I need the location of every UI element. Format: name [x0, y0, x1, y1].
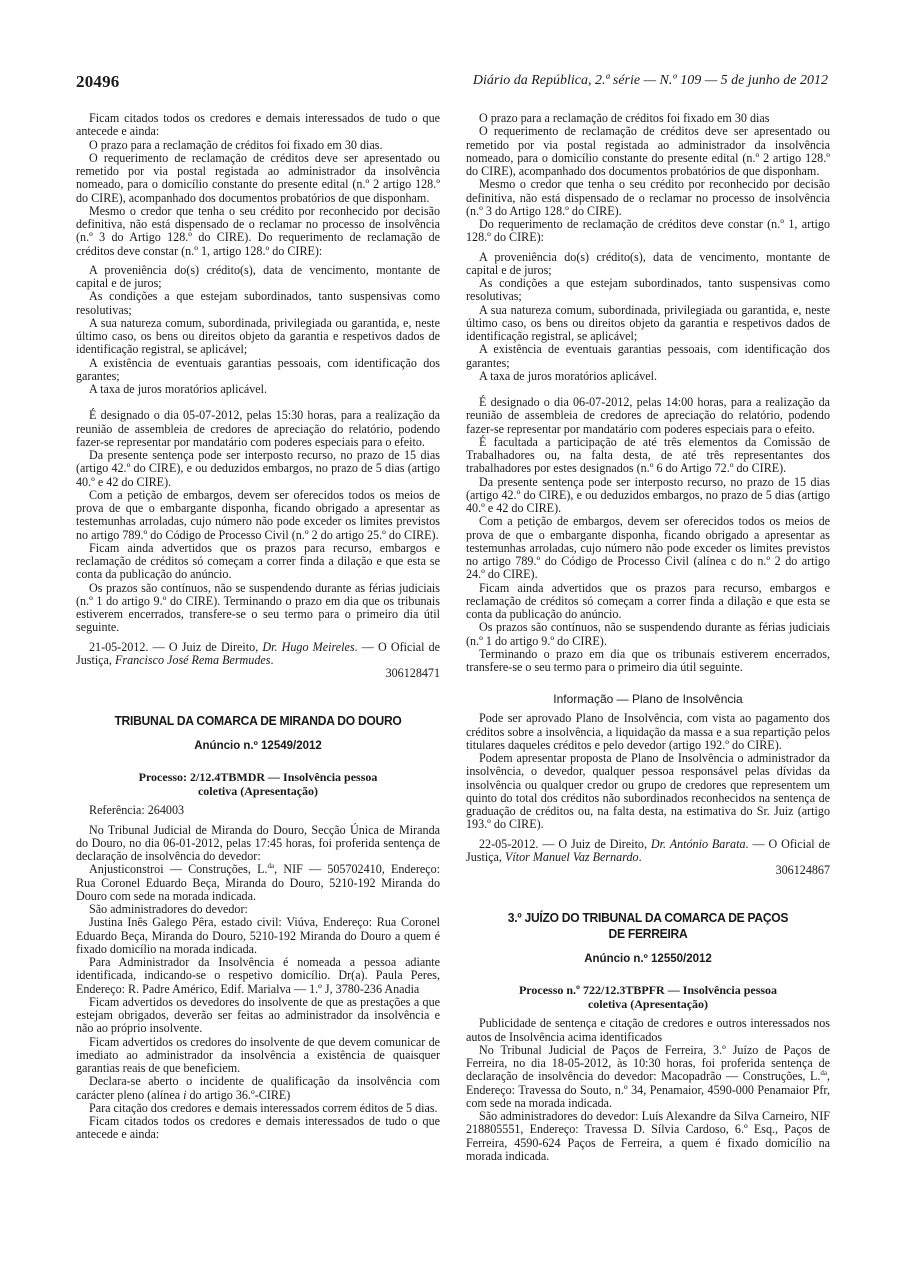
- paragraph: O prazo para a reclamação de créditos foi fixado em 30 dias: [479, 111, 770, 125]
- announcement-number: Anúncio n.º 12549/2012: [194, 740, 322, 753]
- paragraph: Para citação dos credores e demais interessados correm éditos de 5 dias.: [89, 1100, 438, 1115]
- paragraph: O prazo para a reclamação de créditos foi fixado em 30 dias.: [89, 137, 383, 152]
- running-header: Diário da República, 2.ª série — N.º 109 — 5 de junho de 2012: [472, 73, 828, 88]
- paragraph: É designado o dia 05-07-2012, pelas 15:30 horas, para a realização da reunião de assembleia de credores de apreciação do relatório, podendo fazer-se representar por mandatário com poderes especiais para o efeito.: [76, 408, 440, 449]
- info-heading: Informação — Plano de Insolvência: [553, 692, 743, 707]
- officer-name: Vítor Manuel Vaz Bernardo: [504, 849, 639, 864]
- paragraph: Podem apresentar proposta de Plano de Insolvência o administrador da insolvência, o devedor, qualquer pessoa responsável pelas dívidas da insolvência ou qualquer credor ou grupo de credores que representem um quinto do total dos créditos não subordinados reconhecidos na sentença de graduação de créditos ou, na falta desta, na estimativa do Sr. Juiz (artigo 193.º do CIRE).: [466, 751, 830, 832]
- list-item: A sua natureza comum, subordinada, privilegiada ou garantida, e, neste último caso, os bens ou direitos objeto da garantia e respetivos dados de identificação registral, se aplicável;: [76, 315, 440, 357]
- paragraph: Com a petição de embargos, devem ser oferecidos todos os meios de prova de que o embargante disponha, ficando obrigado a apresentar as testemunhas arroladas, cujo número não pode exceder os limites previstos no artigo 789.º do Código de Processo Civil (alínea c do n.º 2 do artigo 24.º do CIRE).: [466, 514, 830, 582]
- paragraph: São administradores do devedor: Luís Alexandre da Silva Carneiro, NIF 218805551, Endereço: Travessa D. Sílvia Cardoso, 6.º Esq., Paços de Ferreira, 4590-624 Paços de Ferreira, a quem é fixado domicílio na morada indicada.: [466, 1109, 830, 1163]
- paragraph: São administradores do devedor:: [89, 902, 248, 916]
- paragraph: Da presente sentença pode ser interposto recurso, no prazo de 15 dias (artigo 42.º do CIRE), e ou deduzidos embargos, no prazo de 5 dias (artigo 40.º e 42 do CIRE).: [466, 474, 830, 515]
- judge-name: Dr. Hugo Meireles: [262, 639, 355, 654]
- paragraph: O requerimento de reclamação de créditos deve ser apresentado ou remetido por via postal registada ao administrador da insolvência nomeado, para o domicílio constante do presente edital (n.º 2 artigo 128.º do CIRE), acompanhado dos documentos probatórios de que disponham.: [76, 150, 440, 205]
- paragraph: O requerimento de reclamação de créditos deve ser apresentado ou remetido por via postal registada ao administrador da insolvência nomeado, para o domicílio constante do presente edital (n.º 2 artigo 128.º do CIRE), acompanhado dos documentos probatórios de que disponham.: [466, 124, 830, 178]
- page-number: 20496: [76, 72, 120, 91]
- process-title-line1: Processo: 2/12.4TBMDR — Insolvência pessoa: [138, 770, 378, 785]
- paragraph: Terminando o prazo em dia que os tribunais estiverem encerrados, transfere-se o seu termo para o primeiro dia útil seguinte.: [466, 646, 830, 674]
- paragraph: Ficam advertidos os devedores do insolvente de que as prestações a que estejam obrigados, deverão ser feitas ao administrador da insolvência e não ao próprio insolvente.: [76, 994, 440, 1036]
- paragraph: Da presente sentença pode ser interposto recurso, no prazo de 15 dias (artigo 42.º do CIRE), e ou deduzidos embargos, no prazo de 5 dias (artigo 40.º e 42 do CIRE).: [76, 448, 440, 489]
- list-item: A taxa de juros moratórios aplicável.: [89, 382, 267, 396]
- paragraph: Justina Inês Galego Pêra, estado civil: Viúva, Endereço: Rua Coronel Eduardo Beça, Miranda do Douro, 5210-192 Miranda do Douro a quem é fixado domicílio na morada indicada.: [76, 915, 440, 956]
- section-title-line2: DE FERREIRA: [608, 926, 688, 942]
- list-item: As condições a que estejam subordinados, tanto suspensivas como resolutivas;: [76, 289, 440, 317]
- paragraph: Do requerimento de reclamação de créditos deve constar (n.º 1, artigo 128.º do CIRE):: [466, 217, 830, 245]
- list-item: A sua natureza comum, subordinada, privilegiada ou garantida, e, neste último caso, os bens ou direitos objeto da garantia e respetivos dados de identificação registral, se aplicável;: [466, 302, 830, 343]
- announcement-number: Anúncio n.º 12550/2012: [584, 953, 712, 966]
- list-item: A taxa de juros moratórios aplicável.: [479, 368, 657, 383]
- list-item: A existência de eventuais garantias pessoais, com identificação dos garantes;: [466, 342, 830, 370]
- judge-name: Dr. António Barata: [650, 836, 746, 851]
- section-title-line1: 3.º JUÍZO DO TRIBUNAL DA COMARCA DE PAÇOS: [507, 910, 789, 926]
- paragraph: Os prazos são contínuos, não se suspendendo durante as férias judiciais (n.º 1 do artigo 9.º do CIRE). Terminando o prazo em dia que os tribunais estiverem encerrados, transfere-se o seu termo para o primeiro dia útil seguinte.: [76, 580, 440, 635]
- list-item: A proveniência do(s) crédito(s), data de vencimento, montante de capital e de juros;: [76, 262, 440, 290]
- paragraph: Ficam advertidos os credores do insolvente de que devem comunicar de imediato ao administrador da insolvência a existência de quaisquer garantias reais de que beneficiem.: [76, 1034, 440, 1075]
- document-id: 306124867: [775, 863, 830, 877]
- paragraph: Mesmo o credor que tenha o seu crédito por reconhecido por decisão definitiva, não está dispensado de o reclamar no processo de insolvência (n.º 3 do Artigo 128.º do CIRE).: [466, 177, 830, 218]
- left-column: [76, 112, 440, 1142]
- paragraph: Publicidade de sentença e citação de credores e outros interessados nos autos de Insolvência acima identificados: [466, 1016, 830, 1044]
- paragraph: Os prazos são contínuos, não se suspendendo durante as férias judiciais (n.º 1 do artigo 9.º do CIRE).: [466, 620, 830, 648]
- right-column: [466, 112, 830, 1163]
- process-title-line2: coletiva (Apresentação): [197, 783, 319, 798]
- document-id: 306128471: [385, 666, 440, 680]
- list-item: A proveniência do(s) crédito(s), data de vencimento, montante de capital e de juros;: [466, 249, 830, 277]
- list-item: As condições a que estejam subordinados, tanto suspensivas como resolutivas;: [466, 276, 830, 304]
- signature-line: 21-05-2012. — O Juiz de Direito, Dr. Hugo Meireles. — O Oficial de Justiça, Francisco José Rema Bermudes.: [76, 639, 440, 667]
- signature-line: 22-05-2012. — O Juiz de Direito, Dr. António Barata. — O Oficial de Justiça, Vítor Manuel Vaz Bernardo.: [466, 836, 830, 864]
- process-title-line1: Processo n.º 722/12.3TBPFR — Insolvência pessoa: [518, 983, 778, 998]
- paragraph: Ficam ainda advertidos que os prazos para recurso, embargos e reclamação de créditos só começam a correr finda a dilação e que esta se conta da publicação do anúncio.: [466, 580, 830, 621]
- process-title-line2: coletiva (Apresentação): [587, 996, 709, 1011]
- reference: Referência: 264003: [89, 803, 185, 818]
- paragraph: Ficam ainda advertidos que os prazos para recurso, embargos e reclamação de créditos só começam a correr finda a dilação e que esta se conta da publicação do anúncio.: [76, 540, 440, 582]
- section-title: TRIBUNAL DA COMARCA DE MIRANDA DO DOURO: [114, 713, 402, 729]
- paragraph: Para Administrador da Insolvência é nomeada a pessoa adiante identificada, indicando-se o respetivo domicílio. Dr(a). Paula Peres, Endereço: R. Padre Américo, Edif. Marialva — 1.º J, 3780-236 Anadia: [76, 955, 440, 996]
- paragraph: É designado o dia 06-07-2012, pelas 14:00 horas, para a realização da reunião de assembleia de credores de apreciação do relatório, podendo fazer-se representar por mandatário com poderes especiais para o efeito.: [466, 395, 830, 436]
- paragraph: No Tribunal Judicial de Paços de Ferreira, 3.º Juízo de Paços de Ferreira, no dia 18-05-2012, às 10:30 horas, foi proferida sentença de declaração de insolvência do devedor: Macopadrão — Construções, L.$^{da}$, Endereço: Travessa do Souto, n.º 34, Penamaior, 4590-000 Penamaior Pfr, com sede na morada indicada.: [466, 1042, 830, 1110]
- paragraph: Com a petição de embargos, devem ser oferecidos todos os meios de prova de que o embargante disponha, ficando obrigado a apresentar as testemunhas arroladas, cujo número não pode exceder os limites previstos no artigo 789.º do Código de Processo Civil (n.º 2 do artigo 25.º do CIRE).: [76, 487, 440, 542]
- list-item: A existência de eventuais garantias pessoais, com identificação dos garantes;: [76, 355, 440, 383]
- officer-name: Francisco José Rema Bermudes: [114, 652, 271, 667]
- paragraph: Anjusticonstroi — Construções, L.$^{da}$, NIF — 505702410, Endereço: Rua Coronel Eduardo Beça, Miranda do Douro, 5210-192 Miranda do Douro com sede na morada indicada.: [76, 862, 440, 903]
- paragraph: Pode ser aprovado Plano de Insolvência, com vista ao pagamento dos créditos sobre a insolvência, a liquidação da massa e a sua repartição pelos titulares daqueles créditos e pelo devedor (artigo 192.º do CIRE).: [466, 711, 830, 752]
- paragraph: No Tribunal Judicial de Miranda do Douro, Secção Única de Miranda do Douro, no dia 06-01-2012, pelas 17:45 horas, foi proferida sentença de declaração de insolvência do devedor:: [76, 822, 440, 863]
- paragraph: Ficam citados todos os credores e demais interessados de tudo o que antecede e ainda:: [76, 111, 440, 139]
- paragraph: É facultada a participação de até três elementos da Comissão de Trabalhadores ou, na falta desta, de até três representantes dos trabalhadores por estes designados (n.º 6 do Artigo 72.º do CIRE).: [466, 434, 830, 476]
- paragraph: Declara-se aberto o incidente de qualificação da insolvência com carácter pleno (alínea i do artigo 36.º-CIRE): [76, 1074, 440, 1102]
- paragraph: Mesmo o credor que tenha o seu crédito por reconhecido por decisão definitiva, não está dispensado de o reclamar no processo de insolvência (n.º 3 do Artigo 128.º do CIRE). Do requerimento de reclamação de créditos deve constar (n.º 1, artigo 128.º do CIRE):: [76, 203, 440, 258]
- paragraph: Ficam citados todos os credores e demais interessados de tudo o que antecede e ainda:: [76, 1114, 440, 1142]
